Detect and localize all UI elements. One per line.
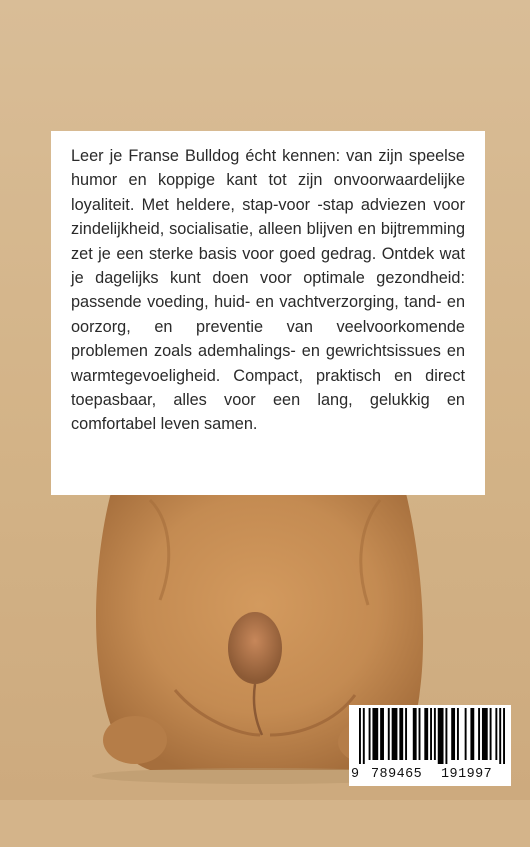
barcode-bar [405,708,407,760]
barcode-bar [380,708,384,760]
barcode-bar [438,708,444,764]
barcode-bar [372,708,378,760]
barcode-bar [451,708,455,760]
barcode-bar [495,708,497,760]
barcode-bar [430,708,432,760]
barcode-bar [478,708,480,760]
barcode-bar [388,708,390,760]
barcode-bar [363,708,365,764]
barcode-bar [499,708,501,764]
barcode-bar [503,708,505,764]
barcode-bar [369,708,371,760]
blurb-box [51,131,485,495]
isbn-right-group: 191997 [441,767,493,782]
barcode-bar [359,708,361,764]
barcode-bar [419,708,421,760]
barcode-bar [434,708,436,760]
isbn-barcode [349,705,511,786]
barcode-bar [392,708,398,760]
barcode-bar [399,708,403,760]
barcode-bar [465,708,467,760]
barcode-bar [424,708,428,760]
isbn-left-group: 789465 [371,767,423,782]
isbn-number [349,767,511,783]
barcode-bar [482,708,488,760]
isbn-lead-digit: 9 [351,767,360,782]
barcode-bar [457,708,459,760]
barcode-bar [413,708,417,760]
barcode-bar [490,708,492,760]
blurb-text: Leer je Franse Bulldog écht kennen: van zijn speelse humor en koppige kant tot zijn onvoorwaardelijke loyaliteit. Met heldere, stap-voor -stap adviezen voor zindelijkheid, socialisatie, alleen blijven en bijtremming zet je een sterke basis voor goed gedrag. Ontdek wat je dagelijks kunt doen voor optimale gezondheid: passende voeding, huid- en vachtverzorging, tand- en oorzorg, en preventie van veelvoorkomende problemen zoals ademhalings- en gewrichtsissues en warmtegevoeligheid. Compact, praktisch en direct toepasbaar, alles voor een lang, gelukkig en comfortabel leven samen. [71,147,465,434]
barcode-bar [470,708,474,760]
barcode-bar [445,708,447,764]
barcode-bars [359,708,505,764]
